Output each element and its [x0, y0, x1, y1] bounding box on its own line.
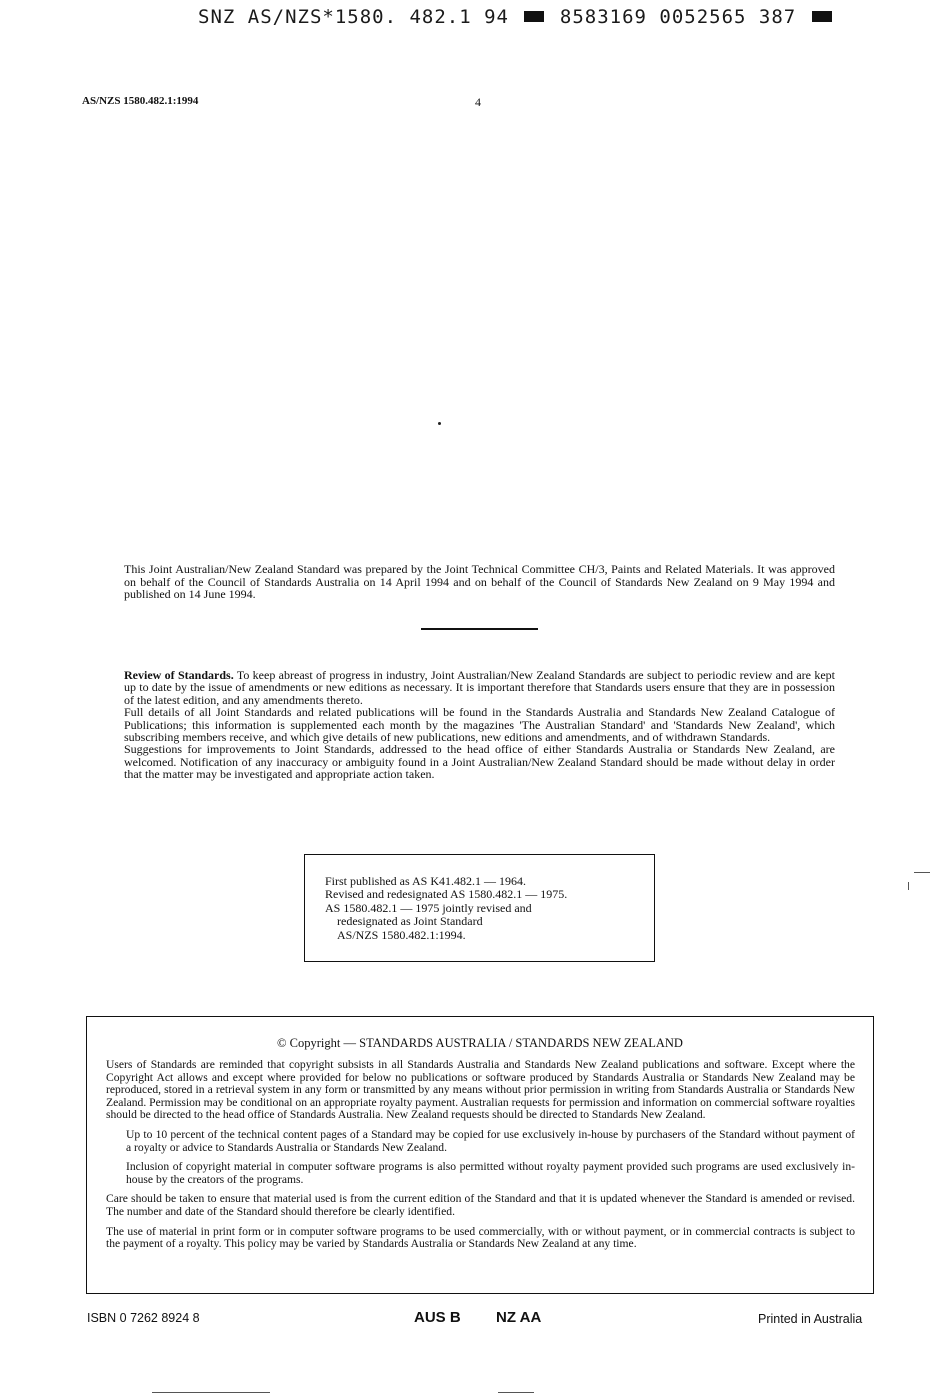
scan-artifact: [908, 882, 909, 890]
copyright-paragraph: The use of material in print form or in computer software programs to be used commercially, with or without payment, or in commercial contracts is subject to the payment of a royalty. This policy may be varied by Standards Australia or Standards New Zealand at any time.: [106, 1224, 855, 1251]
copyright-body: [106, 1059, 855, 1258]
copyright-paragraph: Users of Standards are reminded that copyright subsists in all Standards Australia and Standards New Zealand publications and software. Except where the Copyright Act allows and except where provided for below no publications or software produced by Standards Australia or Standards New Zealand may be reproduced, stored in a retrieval system in any form or transmitted by any means without prior permission in writing from Standards Australia or Standards New Zealand. Permission may be conditional on an appropriate royalty payment. Australian requests for permission and information on commercial software royalties should be directed to the head office of Standards Australia. New Zealand requests should be directed to Standards New Zealand.: [106, 1058, 855, 1122]
scan-artifact: [498, 1392, 534, 1393]
divider: [421, 628, 538, 630]
copyright-paragraph: Care should be taken to ensure that material used is from the current edition of the Standard and that it is updated whenever the Standard is amended or revised. The number and date of the Standard should therefore be clearly identified.: [106, 1192, 855, 1218]
price-code-aus: AUS B: [414, 1309, 461, 1326]
history-line: First published as AS K41.482.1 — 1964.: [325, 874, 527, 888]
isbn: ISBN 0 7262 8924 8: [87, 1311, 200, 1325]
copyright-title: © Copyright — STANDARDS AUSTRALIA / STANDARDS NEW ZEALAND: [277, 1036, 683, 1050]
barcode-block-icon: [812, 11, 832, 22]
history-line: AS/NZS 1580.482.1:1994.: [337, 927, 466, 942]
page-number: 4: [475, 95, 481, 109]
copyright-paragraph: Inclusion of copyright material in computer software programs is also permitted without royalty payment provided such programs are used exclusively in-house by the creators of the programs.: [126, 1160, 855, 1186]
review-paragraph-3: Suggestions for improvements to Joint Standards, addressed to the head office of either Standards Australia or Standards New Zealand, are welcomed. Notification of any inaccuracy or ambiguity found in a Joint Australian/New Zealand Standard should be made without delay in order that the matter may be investigated and appropriate action taken.: [124, 742, 835, 782]
scan-header: [198, 6, 835, 28]
publication-history: [325, 875, 567, 942]
copyright-paragraph: Up to 10 percent of the technical content pages of a Standard may be copied for use exclusively in-house by purchasers of the Standard without payment of a royalty or advice to Standards Australia or Standards New Zealand.: [126, 1127, 855, 1154]
scan-artifact: [914, 872, 930, 873]
review-heading: Review of Standards.: [124, 668, 234, 682]
document-id: AS/NZS 1580.482.1:1994: [82, 95, 199, 107]
history-line: redesignated as Joint Standard: [337, 914, 483, 929]
review-paragraph-1: [124, 669, 835, 706]
barcode-block-icon: [524, 11, 544, 22]
review-text-1: To keep abreast of progress in industry, Joint Australian/New Zealand Standards are subject to periodic review and are kept up to date by the issue of amendments or new editions as necessary. It is important therefore that Standards users ensure that they are in possession of the latest edition, and any amendments thereto.: [124, 668, 835, 707]
scan-header-part1: SNZ AS/NZS*1580. 482.1 94: [198, 6, 509, 28]
copyright-box: [86, 1016, 874, 1294]
review-section: [124, 669, 835, 781]
scan-header-part2: 8583169 0052565 387: [559, 6, 797, 28]
publication-history-box: [304, 854, 655, 962]
history-line: Revised and redesignated AS 1580.482.1 — 1975.: [325, 887, 568, 902]
printed-in: Printed in Australia: [758, 1312, 863, 1326]
stray-mark: [438, 422, 441, 425]
scan-artifact: [152, 1392, 270, 1393]
preparation-note: This Joint Australian/New Zealand Standard was prepared by the Joint Technical Committee CH/3, Paints and Related Materials. It was approved on behalf of the Council of Standards Australia on 14 April 1994 and on behalf of the Council of Standards New Zealand on 9 May 1994 and published on 14 June 1994.: [124, 562, 835, 601]
review-paragraph-2: Full details of all Joint Standards and related publications will be found in the Standards Australia and Standards New Zealand Catalogue of Publications; this information is supplemented each month by the magazines 'The Australian Standard' and 'Standards New Zealand', which subscribing members receive, and which give details of new publications, new editions and amendments, and of withdrawn Standards.: [124, 705, 835, 745]
history-line: AS 1580.482.1 — 1975 jointly revised and: [325, 900, 532, 915]
price-code-nz: NZ AA: [496, 1309, 542, 1326]
